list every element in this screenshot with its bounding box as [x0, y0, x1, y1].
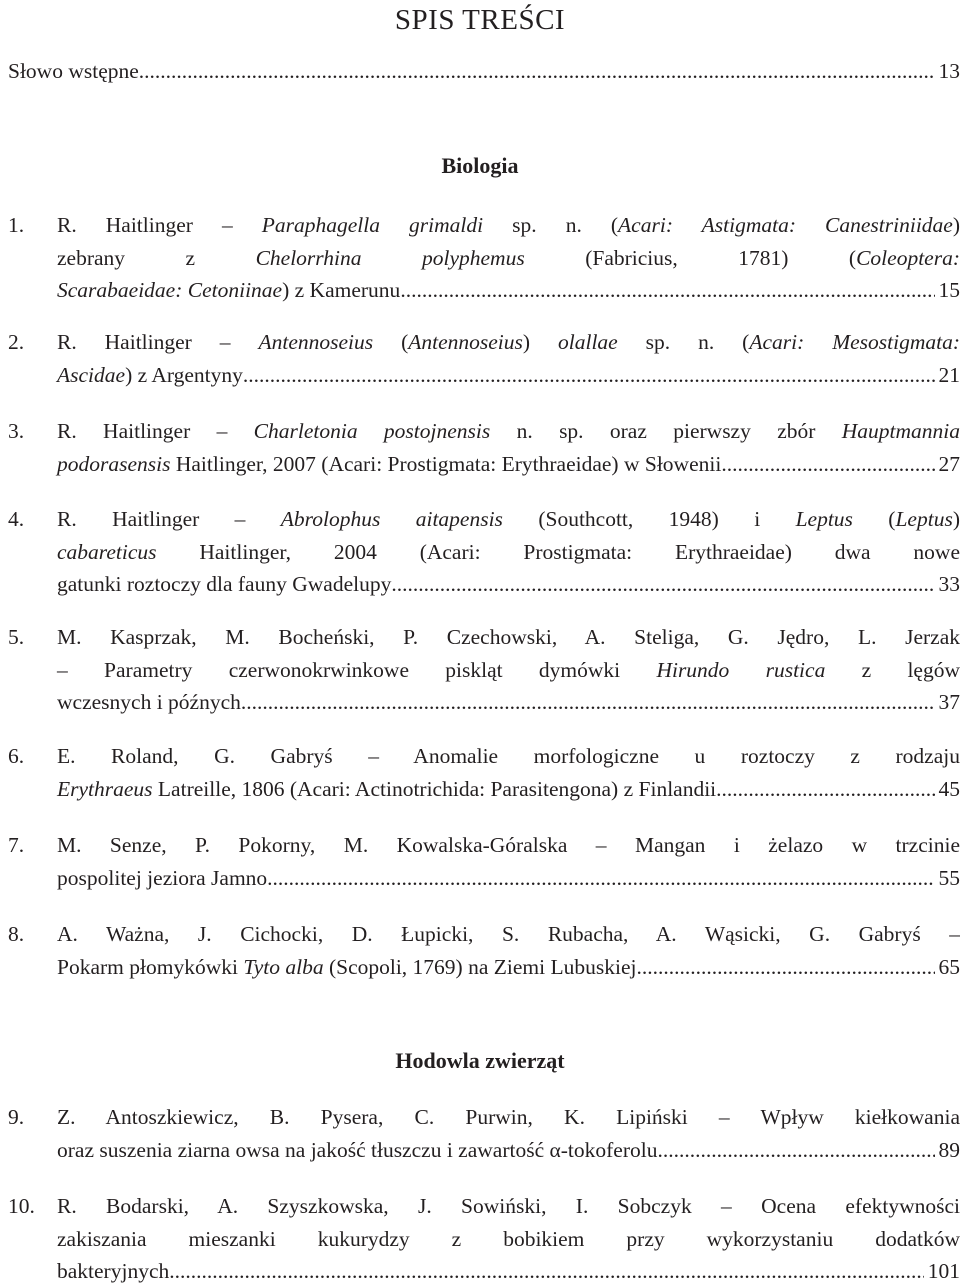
entry-text-segment: Haitlinger, 2004 (Acari: Prostigmata: Erythraeidae) dwa nowe — [157, 540, 960, 564]
entry-text-segment: ( — [853, 507, 896, 531]
section-heading: Hodowla zwierząt — [0, 1047, 960, 1075]
italic-text: Hirundo rustica — [656, 658, 825, 682]
entry-text-segment: sp. n. ( — [483, 213, 618, 237]
italic-text: Antennoseius — [408, 330, 523, 354]
entry-text-segment: R. Haitlinger – — [57, 507, 281, 531]
entry-line — [57, 1223, 960, 1256]
page-title: SPIS TREŚCI — [0, 2, 960, 38]
italic-text: Erythraeus — [57, 777, 153, 801]
entry-text-segment: ) — [953, 213, 960, 237]
italic-text: Abrolophus aitapensis — [281, 507, 503, 531]
entry-body — [57, 503, 960, 601]
entry-body — [57, 415, 960, 480]
italic-text: podorasensis — [57, 452, 170, 476]
page-number: 15 — [939, 274, 960, 307]
entry-line — [57, 1101, 960, 1134]
entry-text-segment: (Southcott, 1948) i — [503, 507, 796, 531]
entry-number: 9. — [8, 1101, 24, 1134]
entry-text — [57, 568, 391, 601]
entry-text-segment: ) z Kamerunu — [282, 278, 400, 302]
page-number: 21 — [939, 359, 960, 392]
entry-text — [57, 1255, 169, 1288]
italic-text: Acari: Astigmata: Canestriniidae — [618, 213, 953, 237]
entry-text-segment: ) — [953, 507, 960, 531]
entry-number: 5. — [8, 621, 24, 654]
preface-entry[interactable] — [8, 55, 960, 88]
entry-text-segment: A. Ważna, J. Cichocki, D. Łupicki, S. Rubacha, A. Wąsicki, G. Gabryś – — [57, 922, 960, 946]
entry-text-segment: R. Bodarski, A. Szyszkowska, J. Sowiński, I. Sobczyk – Ocena efektywności — [57, 1194, 960, 1218]
leader-dots — [139, 55, 935, 88]
entry-text-segment: M. Kasprzak, M. Bocheński, P. Czechowski, A. Steliga, G. Jędro, L. Jerzak — [57, 625, 960, 649]
entry-line — [57, 326, 960, 359]
entry-line — [57, 951, 960, 984]
entry-line — [57, 621, 960, 654]
italic-text: Scarabaeidae: Cetoniinae — [57, 278, 282, 302]
entry-text-segment: (Fabricius, 1781) ( — [525, 246, 856, 270]
entry-text-segment: wczesnych i późnych — [57, 690, 241, 714]
leader-dots — [636, 951, 934, 984]
entry-line — [57, 448, 960, 481]
entry-text — [57, 862, 267, 895]
entry-text-segment: n. sp. oraz pierwszy zbór — [490, 419, 842, 443]
entry-text-segment: zakiszania mieszanki kukurydzy z bobikiem przy wykorzystaniu dodatków — [57, 1227, 960, 1251]
italic-text: Leptus — [796, 507, 853, 531]
entry-text-segment: E. Roland, G. Gabryś – Anomalie morfologiczne u roztoczy z rodzaju — [57, 744, 960, 768]
italic-text: Charletonia postojnensis — [254, 419, 491, 443]
italic-text: Paraphagella grimaldi — [262, 213, 483, 237]
entry-body — [57, 918, 960, 983]
entry-line — [57, 274, 960, 307]
entry-text — [57, 951, 636, 984]
entry-text-segment: zebrany z — [57, 246, 256, 270]
italic-text: Leptus — [895, 507, 952, 531]
entry-line — [57, 1255, 960, 1288]
entry-line — [57, 1190, 960, 1223]
page-number: 45 — [939, 773, 960, 806]
entry-line — [57, 359, 960, 392]
entry-body — [57, 209, 960, 307]
page-number: 33 — [939, 568, 960, 601]
entry-number: 3. — [8, 415, 24, 448]
entry-text-segment: (Scopoli, 1769) na Ziemi Lubuskiej — [324, 955, 637, 979]
section-heading: Biologia — [0, 152, 960, 180]
italic-text: Antennoseius — [258, 330, 373, 354]
entry-line — [57, 415, 960, 448]
page-number: 13 — [939, 55, 960, 88]
entry-text — [57, 1134, 657, 1167]
entry-body — [57, 1101, 960, 1166]
italic-text: Ascidae — [57, 363, 125, 387]
entry-line — [57, 654, 960, 687]
entry-line — [57, 773, 960, 806]
entry-text-segment: Pokarm płomykówki — [57, 955, 243, 979]
entry-body — [57, 829, 960, 894]
page-number: 55 — [939, 862, 960, 895]
entry-text-segment: M. Senze, P. Pokorny, M. Kowalska-Góralska – Mangan i żelazo w trzcinie — [57, 833, 960, 857]
italic-text: Hauptmannia — [842, 419, 960, 443]
leader-dots — [267, 862, 934, 895]
entry-text-segment: bakteryjnych — [57, 1259, 169, 1283]
entry-text-segment: Z. Antoszkiewicz, B. Pysera, C. Purwin, K. Lipiński – Wpływ kiełkowania — [57, 1105, 960, 1129]
entry-line — [57, 862, 960, 895]
page-number: 101 — [928, 1255, 960, 1288]
entry-body — [57, 740, 960, 805]
entry-line — [57, 568, 960, 601]
italic-text: Coleoptera: — [856, 246, 960, 270]
page-number: 89 — [939, 1134, 960, 1167]
italic-text: cabareticus — [57, 540, 157, 564]
entry-number: 6. — [8, 740, 24, 773]
leader-dots — [243, 359, 935, 392]
entry-text-segment: Haitlinger, 2007 (Acari: Prostigmata: Erythraeidae) w Słowenii — [170, 452, 721, 476]
entry-text-segment: R. Haitlinger – — [57, 419, 254, 443]
entry-line — [57, 242, 960, 275]
entry-line — [57, 536, 960, 569]
entry-text-segment: ( — [373, 330, 408, 354]
page-number: 37 — [939, 686, 960, 719]
leader-dots — [721, 448, 934, 481]
entry-number: 2. — [8, 326, 24, 359]
entry-text-segment: gatunki roztoczy dla fauny Gwadelupy — [57, 572, 391, 596]
preface-label: Słowo wstępne — [8, 55, 139, 88]
entry-line — [57, 686, 960, 719]
entry-text-segment: – Parametry czerwonokrwinkowe piskląt dymówki — [57, 658, 656, 682]
leader-dots — [716, 773, 934, 806]
entry-line — [57, 503, 960, 536]
entry-text-segment: z lęgów — [825, 658, 960, 682]
entry-text — [57, 274, 400, 307]
entry-text-segment: R. Haitlinger – — [57, 330, 258, 354]
entry-text — [57, 686, 241, 719]
leader-dots — [169, 1255, 924, 1288]
entry-text-segment: ) — [523, 330, 558, 354]
italic-text: Chelorrhina polyphemus — [256, 246, 525, 270]
page-number: 65 — [939, 951, 960, 984]
entry-number: 7. — [8, 829, 24, 862]
entry-line — [57, 918, 960, 951]
entry-line — [57, 1134, 960, 1167]
leader-dots — [391, 568, 934, 601]
entry-text — [57, 773, 716, 806]
leader-dots — [400, 274, 934, 307]
italic-text: Tyto alba — [243, 955, 323, 979]
entry-body — [57, 1190, 960, 1288]
entry-text-segment: R. Haitlinger – — [57, 213, 262, 237]
leader-dots — [241, 686, 935, 719]
entry-body — [57, 621, 960, 719]
italic-text: olallae — [558, 330, 618, 354]
entry-text-segment: ) z Argentyny — [125, 363, 243, 387]
entry-line — [57, 740, 960, 773]
entry-text-segment: Latreille, 1806 (Acari: Actinotrichida: Parasitengona) z Finlandii — [153, 777, 717, 801]
entry-number: 10. — [8, 1190, 35, 1223]
entry-text-segment: pospolitej jeziora Jamno — [57, 866, 267, 890]
entry-text-segment: sp. n. ( — [618, 330, 750, 354]
entry-text — [57, 448, 721, 481]
entry-line — [57, 829, 960, 862]
entry-number: 1. — [8, 209, 24, 242]
entry-text-segment: oraz suszenia ziarna owsa na jakość tłuszczu i zawartość α-tokoferolu — [57, 1138, 657, 1162]
entry-body — [57, 326, 960, 391]
entry-line — [57, 209, 960, 242]
entry-number: 4. — [8, 503, 24, 536]
leader-dots — [657, 1134, 934, 1167]
entry-number: 8. — [8, 918, 24, 951]
page-number: 27 — [939, 448, 960, 481]
entry-text — [57, 359, 243, 392]
italic-text: Acari: Mesostigmata: — [749, 330, 960, 354]
